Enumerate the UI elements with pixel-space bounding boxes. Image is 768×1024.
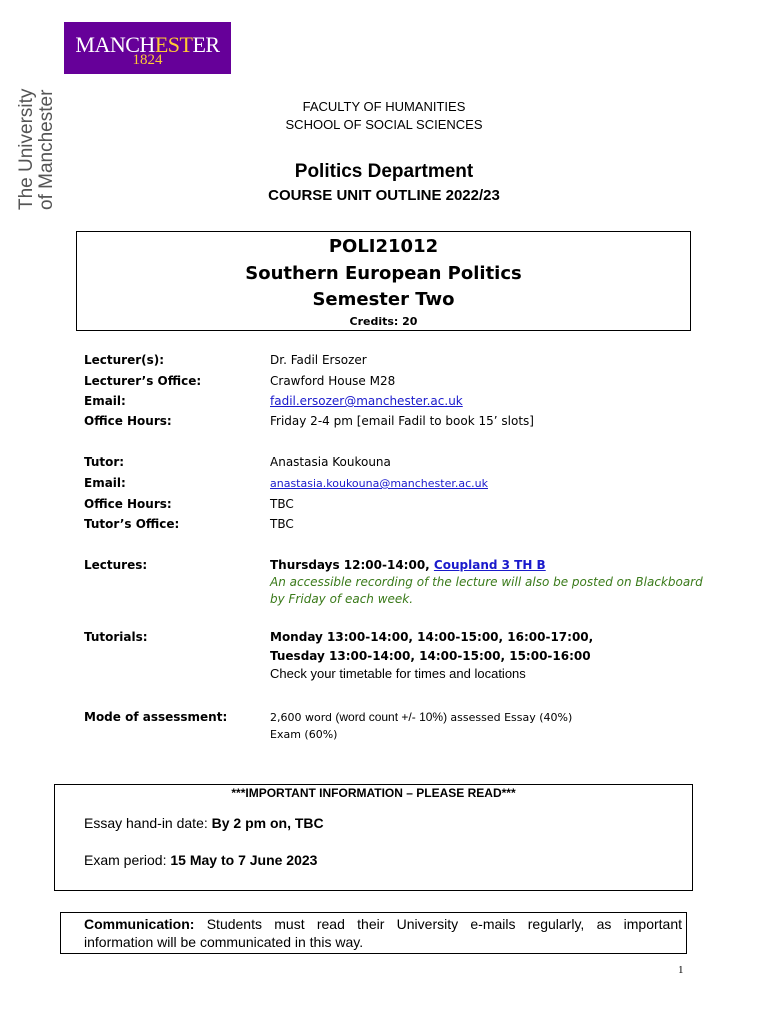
communication-line1: Communication: Students must read their University e-mails regularly, as important — [84, 916, 682, 932]
faculty-heading: FACULTY OF HUMANITIES — [302, 99, 466, 114]
email-label: Email: — [84, 394, 126, 408]
school-heading: SCHOOL OF SOCIAL SCIENCES — [285, 117, 483, 132]
lectures-room-link[interactable]: Coupland 3 TH B — [433, 558, 546, 572]
lectures-label: Lectures: — [84, 558, 148, 572]
essay-hand-in: Essay hand-in date: By 2 pm on, TBC — [84, 815, 324, 831]
tutor-value: Anastasia Koukouna — [270, 455, 391, 469]
course-title: Southern European Politics — [245, 263, 522, 284]
tutor-email-link[interactable]: anastasia.koukouna@manchester.ac.uk — [270, 477, 488, 490]
lecturer-value: Dr. Fadil Ersozer — [270, 353, 367, 367]
important-info-box — [54, 784, 693, 891]
course-semester: Semester Two — [312, 289, 455, 310]
department-heading: Politics Department — [294, 161, 474, 182]
assessment-exam: Exam (60%) — [270, 728, 338, 741]
lecturer-office-value: Crawford House M28 — [270, 374, 396, 388]
office-hours-value: Friday 2-4 pm [email Fadil to book 15’ slots] — [270, 414, 534, 428]
lectures-value: Thursdays 12:00-14:00, Coupland 3 TH B — [270, 558, 546, 572]
vertical-university-name: The University of Manchester — [16, 88, 57, 210]
important-heading: ***IMPORTANT INFORMATION – PLEASE READ*** — [231, 786, 516, 800]
lecturer-email-link[interactable]: fadil.ersozer@manchester.ac.uk — [270, 394, 463, 408]
assessment-label: Mode of assessment: — [84, 710, 228, 724]
course-title-box — [76, 231, 691, 331]
outline-heading: COURSE UNIT OUTLINE 2022/23 — [268, 187, 500, 204]
communication-box — [60, 912, 687, 954]
page-number: 1 — [678, 964, 684, 976]
tutor-office-label: Tutor’s Office: — [84, 517, 180, 531]
tutorials-note: Check your timetable for times and locations — [270, 666, 526, 681]
tutor-hours-label: Office Hours: — [84, 497, 172, 511]
tutorials-tuesday: Tuesday 13:00-14:00, 14:00-15:00, 15:00-16:00 — [270, 649, 591, 663]
lectures-note-line1: An accessible recording of the lecture will also be posted on Blackboard — [270, 575, 703, 589]
tutor-label: Tutor: — [84, 455, 125, 469]
logo-year: 1824 — [132, 52, 163, 68]
logo-wordmark: MANCHESTER — [75, 32, 220, 57]
lecturer-office-label: Lecturer’s Office: — [84, 374, 202, 388]
exam-period: Exam period: 15 May to 7 June 2023 — [84, 852, 318, 868]
course-credits: Credits: 20 — [349, 315, 418, 328]
office-hours-label: Office Hours: — [84, 414, 172, 428]
communication-line2: information will be communicated in this way. — [84, 934, 364, 950]
tutorials-label: Tutorials: — [84, 630, 148, 644]
lecturer-label: Lecturer(s): — [84, 353, 165, 367]
tutor-hours-value: TBC — [270, 497, 294, 511]
assessment-value: 2,600 word (word count +/- 10%) assessed Essay (40%) — [270, 710, 573, 724]
course-code: POLI21012 — [328, 236, 439, 257]
tutorials-monday: Monday 13:00-14:00, 14:00-15:00, 16:00-17:00, — [270, 630, 594, 644]
lectures-note-line2: by Friday of each week. — [270, 592, 414, 606]
tutor-office-value: TBC — [270, 517, 294, 531]
tutor-email-label: Email: — [84, 476, 126, 490]
university-logo — [64, 22, 231, 74]
